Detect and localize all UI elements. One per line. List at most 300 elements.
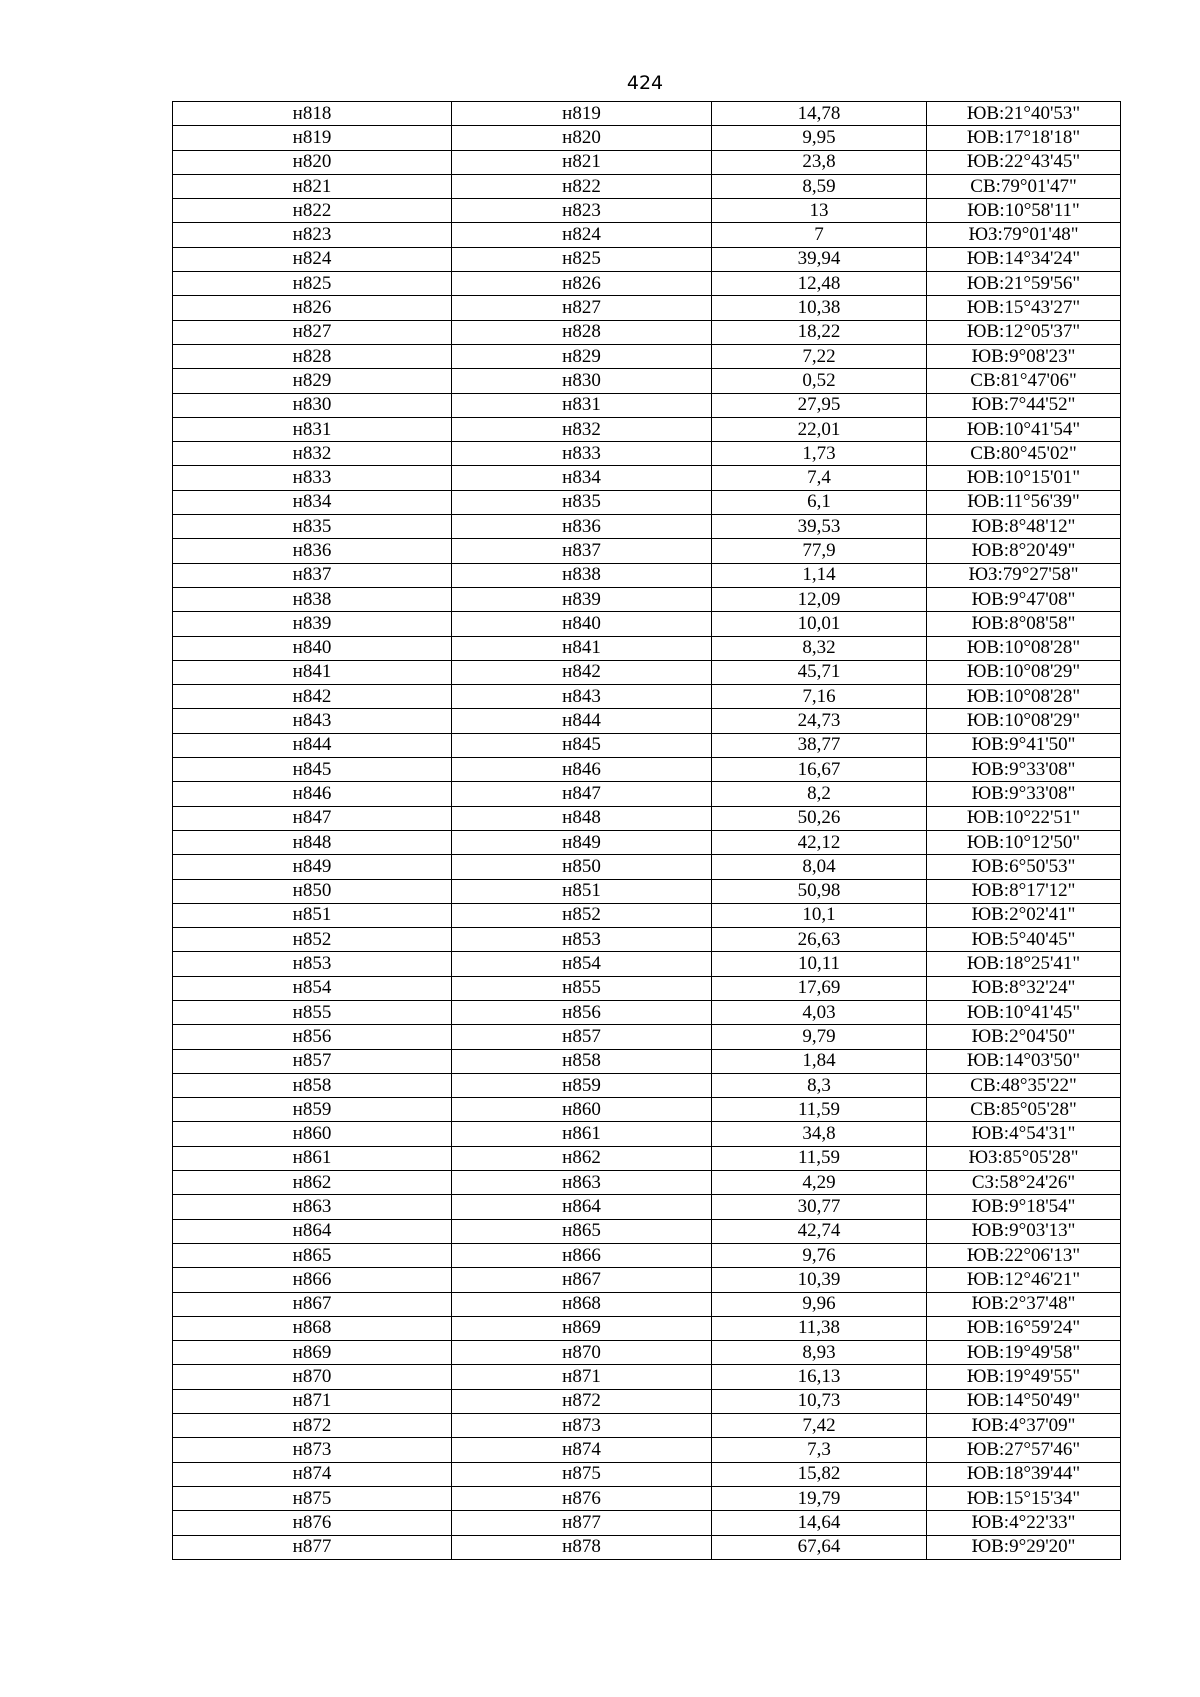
survey-table bbox=[172, 101, 1121, 1560]
distance-cell: 10,38 bbox=[712, 296, 927, 320]
table-row bbox=[173, 1122, 1121, 1146]
bearing-cell: ЮВ:10°08'29" bbox=[927, 709, 1121, 733]
bearing-cell: ЮВ:22°06'13" bbox=[927, 1243, 1121, 1267]
bearing-cell: СВ:48°35'22" bbox=[927, 1073, 1121, 1097]
from-point-cell: н870 bbox=[173, 1365, 452, 1389]
from-point-cell: н862 bbox=[173, 1171, 452, 1195]
from-point-cell: н840 bbox=[173, 636, 452, 660]
distance-cell: 8,93 bbox=[712, 1341, 927, 1365]
from-point-cell: н869 bbox=[173, 1341, 452, 1365]
table-row bbox=[173, 1268, 1121, 1292]
table-row bbox=[173, 1365, 1121, 1389]
from-point-cell: н821 bbox=[173, 174, 452, 198]
to-point-cell: н820 bbox=[452, 126, 712, 150]
bearing-cell: ЮВ:8°08'58" bbox=[927, 612, 1121, 636]
table-row bbox=[173, 466, 1121, 490]
distance-cell: 38,77 bbox=[712, 733, 927, 757]
from-point-cell: н846 bbox=[173, 782, 452, 806]
distance-cell: 9,76 bbox=[712, 1243, 927, 1267]
bearing-cell: ЮВ:19°49'55" bbox=[927, 1365, 1121, 1389]
bearing-cell: ЮВ:12°46'21" bbox=[927, 1268, 1121, 1292]
from-point-cell: н827 bbox=[173, 320, 452, 344]
bearing-cell: ЮВ:6°50'53" bbox=[927, 855, 1121, 879]
to-point-cell: н871 bbox=[452, 1365, 712, 1389]
bearing-cell: ЮВ:11°56'39" bbox=[927, 490, 1121, 514]
from-point-cell: н871 bbox=[173, 1389, 452, 1413]
distance-cell: 24,73 bbox=[712, 709, 927, 733]
to-point-cell: н819 bbox=[452, 102, 712, 126]
table-row bbox=[173, 1098, 1121, 1122]
from-point-cell: н825 bbox=[173, 272, 452, 296]
to-point-cell: н852 bbox=[452, 903, 712, 927]
distance-cell: 1,84 bbox=[712, 1049, 927, 1073]
to-point-cell: н856 bbox=[452, 1000, 712, 1024]
from-point-cell: н839 bbox=[173, 612, 452, 636]
from-point-cell: н875 bbox=[173, 1486, 452, 1510]
from-point-cell: н858 bbox=[173, 1073, 452, 1097]
to-point-cell: н830 bbox=[452, 369, 712, 393]
distance-cell: 8,3 bbox=[712, 1073, 927, 1097]
from-point-cell: н838 bbox=[173, 587, 452, 611]
bearing-cell: ЮЗ:79°01'48" bbox=[927, 223, 1121, 247]
table-row bbox=[173, 1341, 1121, 1365]
distance-cell: 9,95 bbox=[712, 126, 927, 150]
distance-cell: 22,01 bbox=[712, 417, 927, 441]
to-point-cell: н827 bbox=[452, 296, 712, 320]
to-point-cell: н876 bbox=[452, 1486, 712, 1510]
bearing-cell: ЮВ:10°08'29" bbox=[927, 660, 1121, 684]
distance-cell: 8,59 bbox=[712, 174, 927, 198]
to-point-cell: н837 bbox=[452, 539, 712, 563]
from-point-cell: н819 bbox=[173, 126, 452, 150]
from-point-cell: н865 bbox=[173, 1243, 452, 1267]
from-point-cell: н877 bbox=[173, 1535, 452, 1559]
table-row bbox=[173, 1049, 1121, 1073]
distance-cell: 42,12 bbox=[712, 830, 927, 854]
to-point-cell: н865 bbox=[452, 1219, 712, 1243]
table-row bbox=[173, 223, 1121, 247]
to-point-cell: н846 bbox=[452, 758, 712, 782]
to-point-cell: н858 bbox=[452, 1049, 712, 1073]
bearing-cell: ЮВ:8°17'12" bbox=[927, 879, 1121, 903]
table-row bbox=[173, 247, 1121, 271]
from-point-cell: н828 bbox=[173, 344, 452, 368]
to-point-cell: н853 bbox=[452, 928, 712, 952]
from-point-cell: н866 bbox=[173, 1268, 452, 1292]
table-row bbox=[173, 539, 1121, 563]
bearing-cell: ЮВ:8°20'49" bbox=[927, 539, 1121, 563]
distance-cell: 8,2 bbox=[712, 782, 927, 806]
from-point-cell: н845 bbox=[173, 758, 452, 782]
table-row bbox=[173, 515, 1121, 539]
distance-cell: 11,59 bbox=[712, 1098, 927, 1122]
table-row bbox=[173, 490, 1121, 514]
distance-cell: 26,63 bbox=[712, 928, 927, 952]
distance-cell: 8,04 bbox=[712, 855, 927, 879]
distance-cell: 18,22 bbox=[712, 320, 927, 344]
distance-cell: 16,67 bbox=[712, 758, 927, 782]
table-row bbox=[173, 1073, 1121, 1097]
to-point-cell: н834 bbox=[452, 466, 712, 490]
bearing-cell: ЮВ:12°05'37" bbox=[927, 320, 1121, 344]
from-point-cell: н832 bbox=[173, 442, 452, 466]
to-point-cell: н848 bbox=[452, 806, 712, 830]
table-row bbox=[173, 879, 1121, 903]
table-row bbox=[173, 1195, 1121, 1219]
bearing-cell: ЮВ:17°18'18" bbox=[927, 126, 1121, 150]
to-point-cell: н875 bbox=[452, 1462, 712, 1486]
table-row bbox=[173, 660, 1121, 684]
to-point-cell: н868 bbox=[452, 1292, 712, 1316]
distance-cell: 7,42 bbox=[712, 1414, 927, 1438]
table-row bbox=[173, 1414, 1121, 1438]
from-point-cell: н850 bbox=[173, 879, 452, 903]
to-point-cell: н831 bbox=[452, 393, 712, 417]
to-point-cell: н862 bbox=[452, 1146, 712, 1170]
bearing-cell: ЮВ:2°02'41" bbox=[927, 903, 1121, 927]
table-row bbox=[173, 1438, 1121, 1462]
table-row bbox=[173, 1486, 1121, 1510]
bearing-cell: ЮВ:9°41'50" bbox=[927, 733, 1121, 757]
distance-cell: 67,64 bbox=[712, 1535, 927, 1559]
table-row bbox=[173, 1511, 1121, 1535]
distance-cell: 42,74 bbox=[712, 1219, 927, 1243]
to-point-cell: н870 bbox=[452, 1341, 712, 1365]
to-point-cell: н854 bbox=[452, 952, 712, 976]
distance-cell: 8,32 bbox=[712, 636, 927, 660]
distance-cell: 17,69 bbox=[712, 976, 927, 1000]
bearing-cell: ЮВ:8°32'24" bbox=[927, 976, 1121, 1000]
bearing-cell: ЮЗ:85°05'28" bbox=[927, 1146, 1121, 1170]
from-point-cell: н829 bbox=[173, 369, 452, 393]
from-point-cell: н854 bbox=[173, 976, 452, 1000]
from-point-cell: н831 bbox=[173, 417, 452, 441]
table-row bbox=[173, 102, 1121, 126]
from-point-cell: н837 bbox=[173, 563, 452, 587]
table-row bbox=[173, 1000, 1121, 1024]
from-point-cell: н873 bbox=[173, 1438, 452, 1462]
from-point-cell: н864 bbox=[173, 1219, 452, 1243]
distance-cell: 10,1 bbox=[712, 903, 927, 927]
bearing-cell: ЮВ:4°37'09" bbox=[927, 1414, 1121, 1438]
distance-cell: 0,52 bbox=[712, 369, 927, 393]
distance-cell: 30,77 bbox=[712, 1195, 927, 1219]
from-point-cell: н868 bbox=[173, 1316, 452, 1340]
to-point-cell: н824 bbox=[452, 223, 712, 247]
to-point-cell: н836 bbox=[452, 515, 712, 539]
table-row bbox=[173, 1171, 1121, 1195]
table-row bbox=[173, 442, 1121, 466]
distance-cell: 14,78 bbox=[712, 102, 927, 126]
to-point-cell: н867 bbox=[452, 1268, 712, 1292]
from-point-cell: н856 bbox=[173, 1025, 452, 1049]
bearing-cell: ЮВ:10°12'50" bbox=[927, 830, 1121, 854]
to-point-cell: н877 bbox=[452, 1511, 712, 1535]
from-point-cell: н830 bbox=[173, 393, 452, 417]
from-point-cell: н844 bbox=[173, 733, 452, 757]
table-row bbox=[173, 903, 1121, 927]
bearing-cell: ЮВ:14°50'49" bbox=[927, 1389, 1121, 1413]
to-point-cell: н829 bbox=[452, 344, 712, 368]
table-row bbox=[173, 587, 1121, 611]
bearing-cell: ЮЗ:79°27'58" bbox=[927, 563, 1121, 587]
distance-cell: 9,96 bbox=[712, 1292, 927, 1316]
table-row bbox=[173, 1243, 1121, 1267]
distance-cell: 19,79 bbox=[712, 1486, 927, 1510]
bearing-cell: ЮВ:4°22'33" bbox=[927, 1511, 1121, 1535]
distance-cell: 11,59 bbox=[712, 1146, 927, 1170]
from-point-cell: н823 bbox=[173, 223, 452, 247]
bearing-cell: ЮВ:8°48'12" bbox=[927, 515, 1121, 539]
table-row bbox=[173, 636, 1121, 660]
bearing-cell: ЮВ:10°22'51" bbox=[927, 806, 1121, 830]
distance-cell: 9,79 bbox=[712, 1025, 927, 1049]
bearing-cell: ЮВ:5°40'45" bbox=[927, 928, 1121, 952]
to-point-cell: н855 bbox=[452, 976, 712, 1000]
distance-cell: 4,03 bbox=[712, 1000, 927, 1024]
to-point-cell: н849 bbox=[452, 830, 712, 854]
bearing-cell: ЮВ:10°41'45" bbox=[927, 1000, 1121, 1024]
to-point-cell: н842 bbox=[452, 660, 712, 684]
to-point-cell: н828 bbox=[452, 320, 712, 344]
table-row bbox=[173, 782, 1121, 806]
to-point-cell: н838 bbox=[452, 563, 712, 587]
table-row bbox=[173, 393, 1121, 417]
from-point-cell: н848 bbox=[173, 830, 452, 854]
from-point-cell: н859 bbox=[173, 1098, 452, 1122]
to-point-cell: н844 bbox=[452, 709, 712, 733]
bearing-cell: ЮВ:21°40'53" bbox=[927, 102, 1121, 126]
bearing-cell: СВ:81°47'06" bbox=[927, 369, 1121, 393]
from-point-cell: н834 bbox=[173, 490, 452, 514]
table-row bbox=[173, 150, 1121, 174]
table-row bbox=[173, 344, 1121, 368]
from-point-cell: н836 bbox=[173, 539, 452, 563]
table-row bbox=[173, 758, 1121, 782]
table-row bbox=[173, 1462, 1121, 1486]
table-row bbox=[173, 199, 1121, 223]
to-point-cell: н821 bbox=[452, 150, 712, 174]
bearing-cell: ЮВ:14°03'50" bbox=[927, 1049, 1121, 1073]
distance-cell: 10,73 bbox=[712, 1389, 927, 1413]
distance-cell: 11,38 bbox=[712, 1316, 927, 1340]
table-row bbox=[173, 1389, 1121, 1413]
to-point-cell: н851 bbox=[452, 879, 712, 903]
from-point-cell: н822 bbox=[173, 199, 452, 223]
distance-cell: 7,16 bbox=[712, 685, 927, 709]
page-number: 424 bbox=[626, 72, 664, 94]
bearing-cell: ЮВ:9°29'20" bbox=[927, 1535, 1121, 1559]
bearing-cell: ЮВ:10°58'11" bbox=[927, 199, 1121, 223]
from-point-cell: н863 bbox=[173, 1195, 452, 1219]
bearing-cell: ЮВ:9°03'13" bbox=[927, 1219, 1121, 1243]
to-point-cell: н864 bbox=[452, 1195, 712, 1219]
bearing-cell: ЮВ:10°08'28" bbox=[927, 636, 1121, 660]
to-point-cell: н866 bbox=[452, 1243, 712, 1267]
to-point-cell: н833 bbox=[452, 442, 712, 466]
bearing-cell: ЮВ:9°33'08" bbox=[927, 782, 1121, 806]
from-point-cell: н853 bbox=[173, 952, 452, 976]
to-point-cell: н822 bbox=[452, 174, 712, 198]
bearing-cell: ЮВ:9°18'54" bbox=[927, 1195, 1121, 1219]
bearing-cell: ЮВ:22°43'45" bbox=[927, 150, 1121, 174]
bearing-cell: ЮВ:9°08'23" bbox=[927, 344, 1121, 368]
to-point-cell: н843 bbox=[452, 685, 712, 709]
bearing-cell: СВ:80°45'02" bbox=[927, 442, 1121, 466]
bearing-cell: СВ:85°05'28" bbox=[927, 1098, 1121, 1122]
from-point-cell: н833 bbox=[173, 466, 452, 490]
bearing-cell: ЮВ:14°34'24" bbox=[927, 247, 1121, 271]
bearing-cell: ЮВ:10°41'54" bbox=[927, 417, 1121, 441]
distance-cell: 45,71 bbox=[712, 660, 927, 684]
table-row bbox=[173, 1316, 1121, 1340]
distance-cell: 14,64 bbox=[712, 1511, 927, 1535]
bearing-cell: ЮВ:9°33'08" bbox=[927, 758, 1121, 782]
distance-cell: 1,73 bbox=[712, 442, 927, 466]
distance-cell: 50,26 bbox=[712, 806, 927, 830]
bearing-cell: ЮВ:18°39'44" bbox=[927, 1462, 1121, 1486]
to-point-cell: н835 bbox=[452, 490, 712, 514]
table-row bbox=[173, 272, 1121, 296]
from-point-cell: н835 bbox=[173, 515, 452, 539]
to-point-cell: н823 bbox=[452, 199, 712, 223]
distance-cell: 39,53 bbox=[712, 515, 927, 539]
table-row bbox=[173, 855, 1121, 879]
from-point-cell: н872 bbox=[173, 1414, 452, 1438]
bearing-cell: ЮВ:18°25'41" bbox=[927, 952, 1121, 976]
table-row bbox=[173, 126, 1121, 150]
from-point-cell: н841 bbox=[173, 660, 452, 684]
distance-cell: 7,3 bbox=[712, 1438, 927, 1462]
table-row bbox=[173, 1535, 1121, 1559]
from-point-cell: н820 bbox=[173, 150, 452, 174]
to-point-cell: н860 bbox=[452, 1098, 712, 1122]
bearing-cell: ЮВ:2°37'48" bbox=[927, 1292, 1121, 1316]
distance-cell: 12,09 bbox=[712, 587, 927, 611]
bearing-cell: ЮВ:15°43'27" bbox=[927, 296, 1121, 320]
bearing-cell: ЮВ:7°44'52" bbox=[927, 393, 1121, 417]
from-point-cell: н851 bbox=[173, 903, 452, 927]
bearing-cell: ЮВ:21°59'56" bbox=[927, 272, 1121, 296]
from-point-cell: н842 bbox=[173, 685, 452, 709]
to-point-cell: н872 bbox=[452, 1389, 712, 1413]
table-row bbox=[173, 709, 1121, 733]
distance-cell: 16,13 bbox=[712, 1365, 927, 1389]
bearing-cell: ЮВ:27°57'46" bbox=[927, 1438, 1121, 1462]
bearing-cell: ЮВ:15°15'34" bbox=[927, 1486, 1121, 1510]
to-point-cell: н878 bbox=[452, 1535, 712, 1559]
distance-cell: 10,01 bbox=[712, 612, 927, 636]
bearing-cell: СЗ:58°24'26" bbox=[927, 1171, 1121, 1195]
bearing-cell: ЮВ:10°15'01" bbox=[927, 466, 1121, 490]
distance-cell: 6,1 bbox=[712, 490, 927, 514]
from-point-cell: н818 bbox=[173, 102, 452, 126]
to-point-cell: н825 bbox=[452, 247, 712, 271]
to-point-cell: н859 bbox=[452, 1073, 712, 1097]
from-point-cell: н861 bbox=[173, 1146, 452, 1170]
table-row bbox=[173, 1025, 1121, 1049]
distance-cell: 7,22 bbox=[712, 344, 927, 368]
to-point-cell: н863 bbox=[452, 1171, 712, 1195]
table-row bbox=[173, 928, 1121, 952]
table-row bbox=[173, 976, 1121, 1000]
from-point-cell: н824 bbox=[173, 247, 452, 271]
distance-cell: 7 bbox=[712, 223, 927, 247]
bearing-cell: СВ:79°01'47" bbox=[927, 174, 1121, 198]
distance-cell: 7,4 bbox=[712, 466, 927, 490]
to-point-cell: н840 bbox=[452, 612, 712, 636]
to-point-cell: н874 bbox=[452, 1438, 712, 1462]
table-row bbox=[173, 1219, 1121, 1243]
from-point-cell: н857 bbox=[173, 1049, 452, 1073]
table-row bbox=[173, 296, 1121, 320]
bearing-cell: ЮВ:10°08'28" bbox=[927, 685, 1121, 709]
bearing-cell: ЮВ:16°59'24" bbox=[927, 1316, 1121, 1340]
distance-cell: 12,48 bbox=[712, 272, 927, 296]
to-point-cell: н847 bbox=[452, 782, 712, 806]
to-point-cell: н845 bbox=[452, 733, 712, 757]
to-point-cell: н850 bbox=[452, 855, 712, 879]
to-point-cell: н861 bbox=[452, 1122, 712, 1146]
table-row bbox=[173, 417, 1121, 441]
distance-cell: 34,8 bbox=[712, 1122, 927, 1146]
distance-cell: 4,29 bbox=[712, 1171, 927, 1195]
from-point-cell: н847 bbox=[173, 806, 452, 830]
from-point-cell: н843 bbox=[173, 709, 452, 733]
table-row bbox=[173, 685, 1121, 709]
table-row bbox=[173, 1292, 1121, 1316]
distance-cell: 39,94 bbox=[712, 247, 927, 271]
from-point-cell: н867 bbox=[173, 1292, 452, 1316]
from-point-cell: н860 bbox=[173, 1122, 452, 1146]
distance-cell: 23,8 bbox=[712, 150, 927, 174]
distance-cell: 27,95 bbox=[712, 393, 927, 417]
table-row bbox=[173, 174, 1121, 198]
from-point-cell: н852 bbox=[173, 928, 452, 952]
distance-cell: 13 bbox=[712, 199, 927, 223]
table-row bbox=[173, 733, 1121, 757]
table-row bbox=[173, 320, 1121, 344]
table-row bbox=[173, 806, 1121, 830]
to-point-cell: н857 bbox=[452, 1025, 712, 1049]
distance-cell: 15,82 bbox=[712, 1462, 927, 1486]
to-point-cell: н841 bbox=[452, 636, 712, 660]
from-point-cell: н874 bbox=[173, 1462, 452, 1486]
bearing-cell: ЮВ:9°47'08" bbox=[927, 587, 1121, 611]
table-row bbox=[173, 612, 1121, 636]
bearing-cell: ЮВ:4°54'31" bbox=[927, 1122, 1121, 1146]
table-row bbox=[173, 1146, 1121, 1170]
distance-cell: 10,39 bbox=[712, 1268, 927, 1292]
table-row bbox=[173, 830, 1121, 854]
distance-cell: 10,11 bbox=[712, 952, 927, 976]
to-point-cell: н832 bbox=[452, 417, 712, 441]
table-row bbox=[173, 563, 1121, 587]
table-row bbox=[173, 952, 1121, 976]
table-row bbox=[173, 369, 1121, 393]
from-point-cell: н855 bbox=[173, 1000, 452, 1024]
to-point-cell: н873 bbox=[452, 1414, 712, 1438]
from-point-cell: н849 bbox=[173, 855, 452, 879]
survey-table-body bbox=[173, 102, 1121, 1560]
bearing-cell: ЮВ:19°49'58" bbox=[927, 1341, 1121, 1365]
bearing-cell: ЮВ:2°04'50" bbox=[927, 1025, 1121, 1049]
to-point-cell: н826 bbox=[452, 272, 712, 296]
to-point-cell: н869 bbox=[452, 1316, 712, 1340]
distance-cell: 50,98 bbox=[712, 879, 927, 903]
distance-cell: 77,9 bbox=[712, 539, 927, 563]
to-point-cell: н839 bbox=[452, 587, 712, 611]
